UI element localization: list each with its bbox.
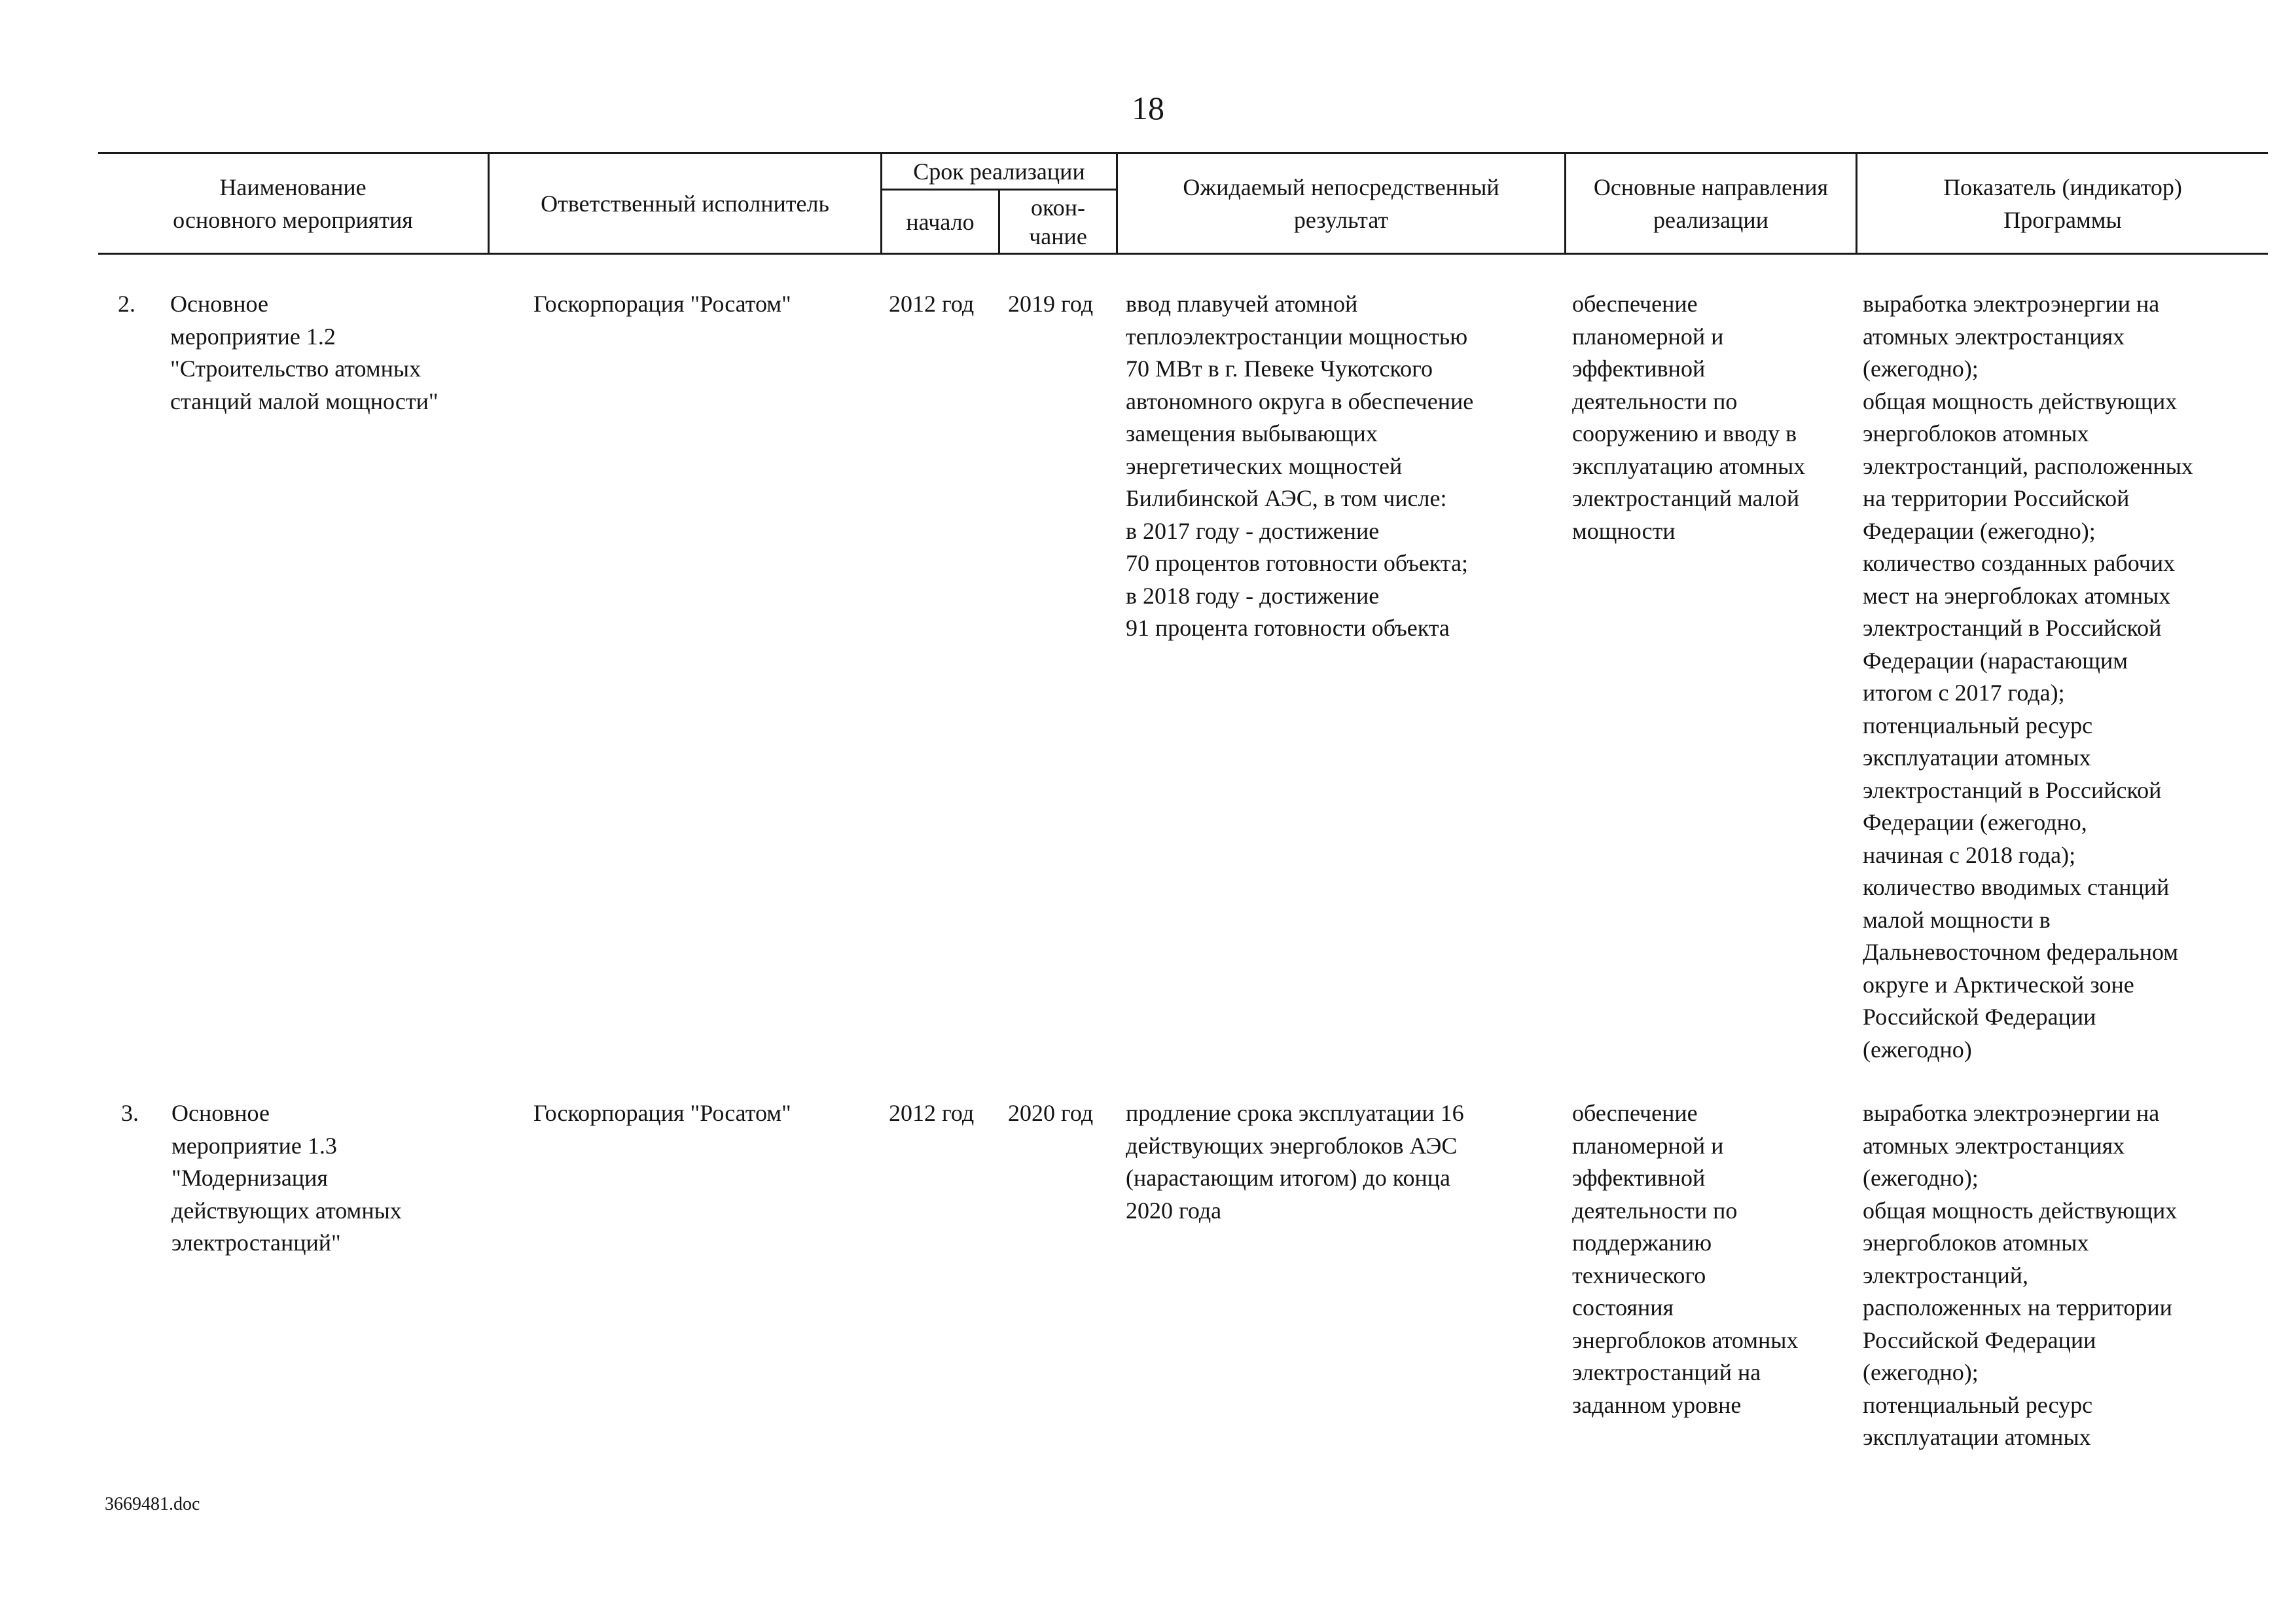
row-indicator: выработка электроэнергии на атомных электростанциях (ежегодно); общая мощность действующих энергоблоков атомных электростанций, расположенных на территории Российской Федерации (ежегодно); потенциальный ресурс эксплуатации атомных xyxy=(1863,1100,2178,1450)
header-name: Наименование основного мероприятия xyxy=(173,173,413,233)
header-indicator: Показатель (индикатор) Программы xyxy=(1943,173,2182,233)
row-end: 2019 год xyxy=(1008,291,1094,317)
row-name: Основное мероприятие 1.2 "Строительство атомных станций малой мощности" xyxy=(170,291,439,414)
page-number: 18 xyxy=(1132,90,1164,126)
row-number: 3. xyxy=(121,1100,139,1126)
header-directions: Основные направления реализации xyxy=(1593,173,1829,233)
row-name: Основное мероприятие 1.3 "Модернизация действующих атомных электростанций" xyxy=(171,1100,402,1256)
document-filename: 3669481.doc xyxy=(105,1494,200,1514)
row-directions: обеспечение планомерной и эффективной деятельности по сооружению и вводу в эксплуатацию атомных электростанций малой мощности xyxy=(1572,291,1806,544)
row-executor: Госкорпорация "Росатом" xyxy=(533,291,791,317)
row-directions: обеспечение планомерной и эффективной деятельности по поддержанию технического состояния энергоблоков атомных электростанций на заданном уровне xyxy=(1572,1100,1799,1418)
header-period: Срок реализации xyxy=(913,158,1085,185)
row-start: 2012 год xyxy=(889,291,975,317)
row-end: 2020 год xyxy=(1008,1100,1094,1126)
header-result: Ожидаемый непосредственный результат xyxy=(1183,173,1499,233)
header-start: начало xyxy=(906,208,975,235)
row-result: ввод плавучей атомной теплоэлектростанции мощностью 70 МВт в г. Певеке Чукотского автономного округа в обеспечение замещения выбывающих энергетических мощностей Билибинской АЭС, в том числе: в 2017 году - достижение 70 процентов готовности объекта; в 2018 году - достижение 91 процента готовности объекта xyxy=(1126,291,1474,641)
row-number: 2. xyxy=(118,291,135,317)
header-end: окон- чание xyxy=(1029,194,1087,249)
header-executor: Ответственный исполнитель xyxy=(541,190,829,217)
row-result: продление срока эксплуатации 16 действующих энергоблоков АЭС (нарастающим итогом) до конца 2020 года xyxy=(1126,1100,1464,1224)
row-executor: Госкорпорация "Росатом" xyxy=(533,1100,791,1126)
row-start: 2012 год xyxy=(889,1100,975,1126)
row-indicator: выработка электроэнергии на атомных электростанциях (ежегодно); общая мощность действующих энергоблоков атомных электростанций, расположенных на территории Российской Федерации (ежегодно); количество созданных рабочих мест на энергоблоках атомных электростанций в Российской Федерации (нарастающим итогом с 2017 года); потенциальный ресурс эксплуатации атомных электростанций в Российской Федерации (ежегодно, начиная с 2018 года); количество вводимых станций малой мощности в Дальневосточном федеральном округе и Арктической зоне Российской Федерации (ежегодно) xyxy=(1863,291,2193,1063)
table-header-bottom-rule xyxy=(98,253,2268,255)
